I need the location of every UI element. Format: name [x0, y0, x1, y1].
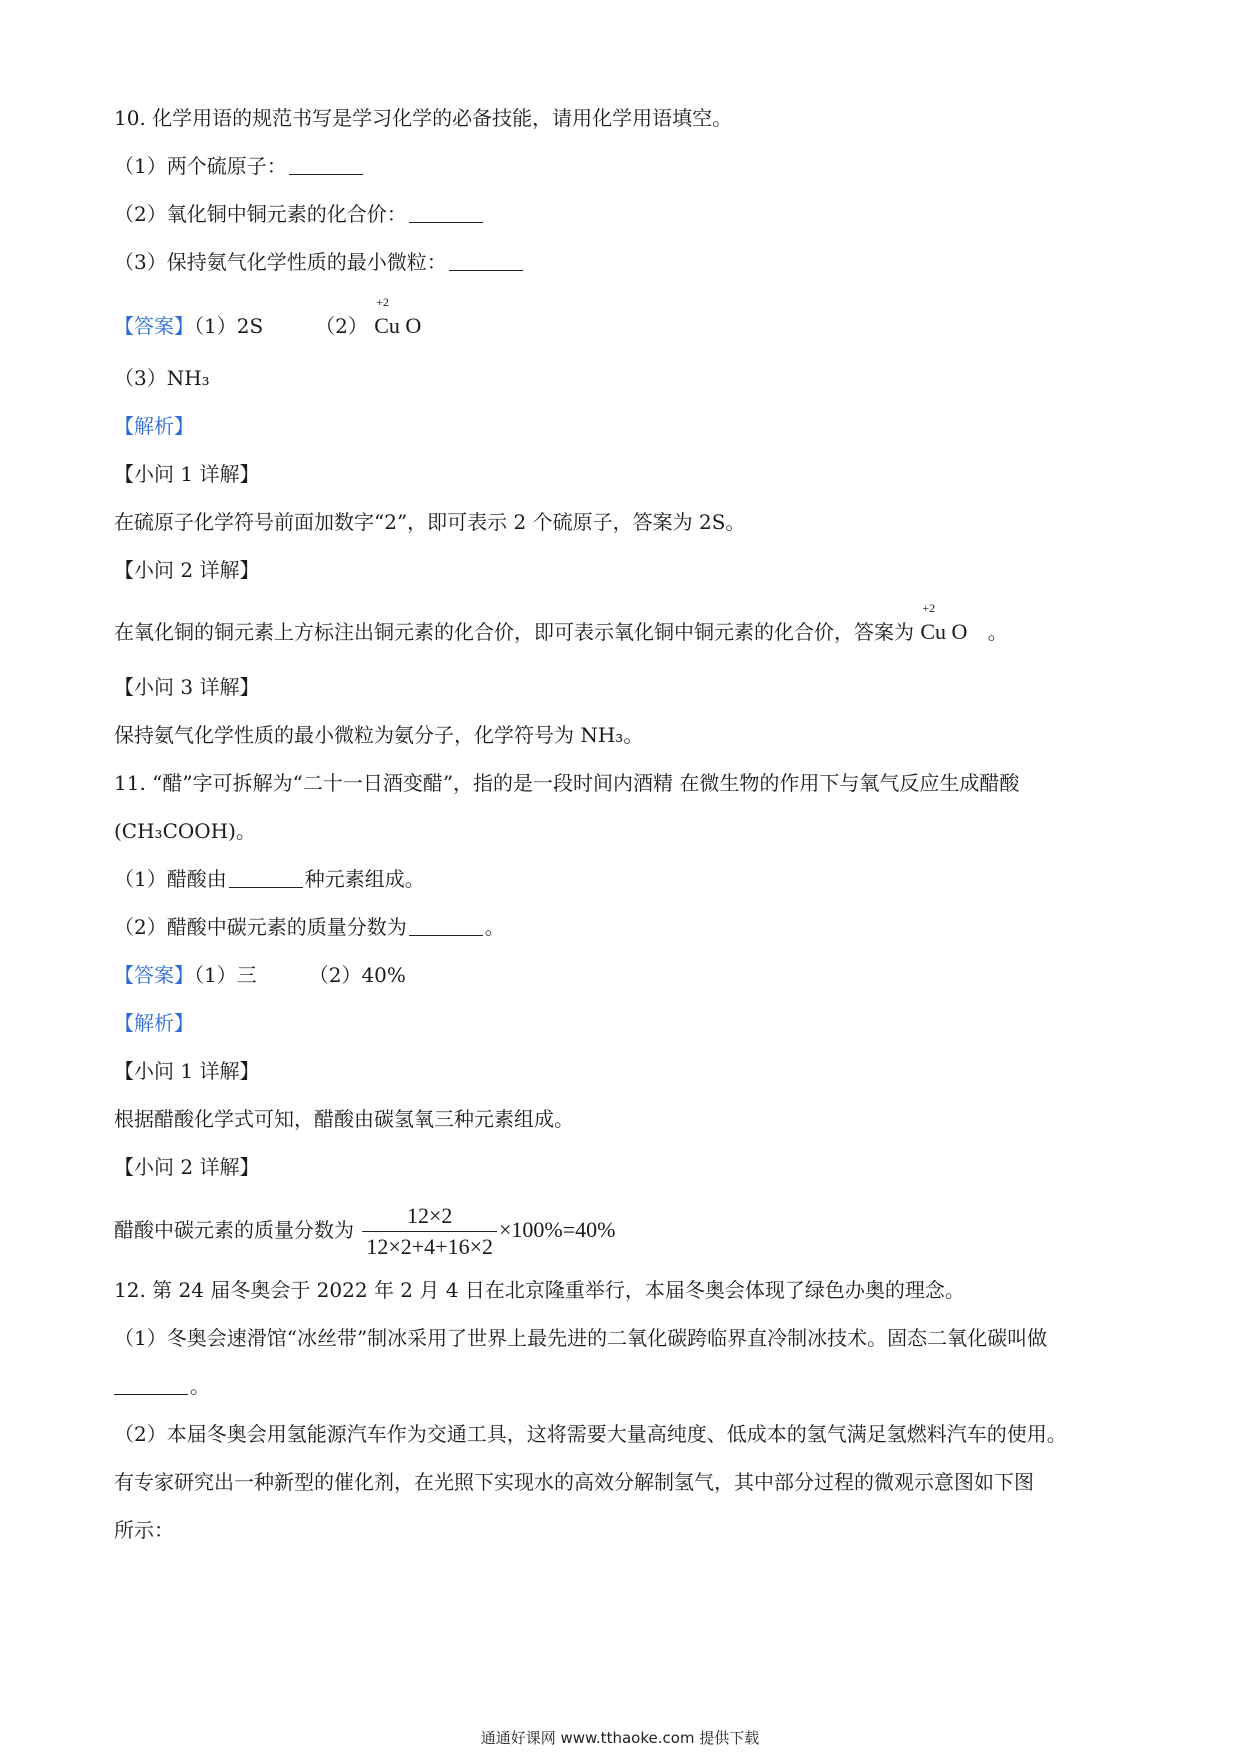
- q10-part-3: [114, 248, 525, 276]
- q12-part-1: （1）冬奥会速滑馆“冰丝带”制冰采用了世界上最先进的二氧化碳跨临界直冷制冰技术。固态二氧化碳叫做: [114, 1326, 1048, 1350]
- q12-part-1-blank-line: [114, 1372, 210, 1400]
- q10-part-1: [114, 152, 365, 180]
- q11-detail-1-title: 【小问 1 详解】: [114, 1059, 260, 1083]
- q11-stem-line-2: (CH₃COOH)。: [114, 819, 256, 843]
- q10-detail-2-end: 。: [987, 620, 1008, 644]
- q11-detail-1-text: 根据醋酸化学式可知，醋酸由碳氢氧三种元素组成。: [114, 1107, 574, 1131]
- q10-detail-1-text: 在硫原子化学符号前面加数字“2”，即可表示 2 个硫原子，答案为 2S。: [114, 510, 746, 534]
- valence-formula-cuo: [374, 295, 422, 340]
- q10-blank-2: [409, 202, 483, 223]
- page-footer: 通通好课网 www.tthaoke.com 提供下载: [480, 1729, 760, 1747]
- q10-answer-1: （1）2S: [194, 314, 264, 338]
- q10-answer: [114, 295, 422, 340]
- q10-detail-3-text: 保持氨气化学性质的最小微粒为氨分子，化学符号为 NH₃。: [114, 723, 644, 747]
- q11-answer-2: （2）40%: [308, 963, 406, 987]
- q11-part-1: [114, 865, 425, 893]
- q11-stem-line-1: 11. “醋”字可拆解为“二十一日酒变醋”，指的是一段时间内酒精 在微生物的作用下与氧气反应生成醋酸: [114, 771, 1020, 795]
- q10-detail-2-title: 【小问 2 详解】: [114, 558, 260, 582]
- q10-detail-2-text: 在氧化铜的铜元素上方标注出铜元素的化合价，即可表示氧化铜中铜元素的化合价，答案为: [114, 620, 914, 644]
- q12-part-2-line-1: （2）本届冬奥会用氢能源汽车作为交通工具，这将需要大量高纯度、低成本的氢气满足氢燃料汽车的使用。: [114, 1422, 1067, 1446]
- q11-part-1-pre: （1）醋酸由: [114, 867, 227, 891]
- q10-part-2-text: （2）氧化铜中铜元素的化合价：: [114, 202, 407, 226]
- q10-detail-2: [114, 601, 1008, 646]
- q11-detail-2-text: 醋酸中碳元素的质量分数为: [114, 1218, 354, 1242]
- valence-formula-cuo: [920, 601, 968, 646]
- q11-part-2: [114, 913, 505, 941]
- q12-part-1-end: 。: [190, 1374, 210, 1398]
- valence-formula: Cu O: [920, 619, 968, 644]
- q11-answer: [114, 961, 406, 989]
- q11-part-2-post: 。: [484, 915, 505, 939]
- q10-answer-3: （3）NH₃: [114, 366, 210, 390]
- q10-stem: 10. 化学用语的规范书写是学习化学的必备技能，请用化学用语填空。: [114, 106, 733, 130]
- q10-part-2: [114, 200, 485, 228]
- q11-analysis-tag: 【解析】: [114, 1011, 194, 1035]
- valence-charge: +2: [376, 295, 390, 309]
- q11-answer-1: （1）三: [194, 963, 257, 987]
- q11-blank-2: [409, 915, 483, 936]
- q10-answer-2-label: （2）: [315, 314, 368, 338]
- q11-detail-2-title: 【小问 2 详解】: [114, 1155, 260, 1179]
- fraction-denominator: 12×2+4+16×2: [366, 1234, 493, 1259]
- q11-part-2-pre: （2）醋酸中碳元素的质量分数为: [114, 915, 407, 939]
- q11-part-1-post: 种元素组成。: [304, 867, 425, 891]
- q12-blank-1: [114, 1374, 188, 1395]
- q10-part-3-text: （3）保持氨气化学性质的最小微粒：: [114, 250, 447, 274]
- q10-blank-3: [449, 250, 523, 271]
- valence-formula: Cu O: [374, 313, 422, 338]
- q12-part-2-line-3: 所示：: [114, 1518, 174, 1542]
- valence-charge: +2: [922, 601, 936, 615]
- q10-blank-1: [289, 154, 363, 175]
- q12-stem: 12. 第 24 届冬奥会于 2022 年 2 月 4 日在北京隆重举行，本届冬奥会体现了绿色办奥的理念。: [114, 1278, 965, 1302]
- q11-blank-1: [229, 867, 303, 888]
- fraction-numerator: 12×2: [362, 1203, 497, 1232]
- mass-fraction-formula: [362, 1203, 497, 1260]
- q12-part-2-line-2: 有专家研究出一种新型的催化剂，在光照下实现水的高效分解制氢气，其中部分过程的微观示意图如下图: [114, 1470, 1034, 1494]
- q10-detail-3-title: 【小问 3 详解】: [114, 675, 260, 699]
- answer-tag: 【答案】: [114, 963, 194, 987]
- q11-detail-2: [114, 1200, 615, 1260]
- answer-tag: 【答案】: [114, 314, 194, 338]
- q10-part-1-text: （1）两个硫原子：: [114, 154, 287, 178]
- q10-analysis-tag: 【解析】: [114, 414, 194, 438]
- fraction-result: ×100%=40%: [499, 1217, 616, 1242]
- q10-detail-1-title: 【小问 1 详解】: [114, 462, 260, 486]
